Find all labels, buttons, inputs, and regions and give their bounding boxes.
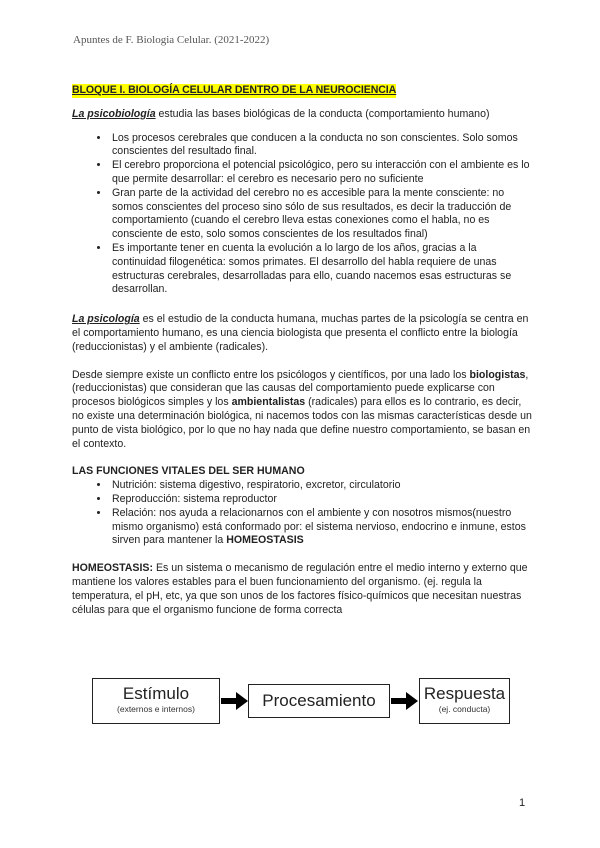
- process-diagram: [92, 678, 512, 726]
- psicobiologia-list: [72, 132, 532, 298]
- homeostasis-text: Es un sistema o mecanismo de regulación entre el medio interno y externo que mantiene los valores estables para el buen funcionamiento del organismo. (ej. regula la temperatura, el pH, etc, ya que son unos de los factores físico-químicos que necesitan nuestras células para que el organismo funcione de forma correcta: [72, 562, 528, 616]
- funciones-title: LAS FUNCIONES VITALES DEL SER HUMANO: [72, 465, 305, 478]
- list-item: • Los procesos cerebrales que conducen a la conducta no son conscientes. Solo somos conscientes del resultado final.: [110, 132, 532, 160]
- conflict-text-2: , (reduccionistas) que consideran que las causas del comportamiento puede explicarse con procesos biológicos simples y los: [72, 368, 529, 409]
- page-number: 1: [519, 797, 526, 809]
- list-item: [110, 507, 532, 548]
- list-item: • El cerebro proporciona el potencial psicológico, pero su interacción con el ambiente es lo que permite desarrollar: el cerebro es necesario pero no suficiente: [110, 159, 532, 187]
- list-item: • Nutrición: sistema digestivo, respiratorio, excretor, circulatorio: [110, 479, 532, 493]
- conflict-text-3: (radicales) para ellos es lo contrario, es decir, no existe una determinación biológica, ni nacemos todos con las mismas características desde un punto de vista biológico, por lo que no hay nada que define nuestro comportamiento, se basan en el contexto.: [72, 396, 532, 450]
- response-box: [419, 678, 510, 724]
- intro-text: estudia las bases biológicas de la conducta (comportamiento humano): [155, 107, 490, 120]
- psicologia-term: La psicología: [72, 313, 140, 326]
- psicologia-paragraph: [72, 313, 532, 354]
- block-heading-row: [72, 84, 532, 98]
- conflict-paragraph: [72, 369, 532, 452]
- block-title: BLOQUE I. BIOLOGÍA CELULAR DENTRO DE LA NEUROCIENCIA: [72, 84, 397, 96]
- processing-box: [248, 684, 390, 718]
- psicologia-text: es el estudio de la conducta humana, muchas partes de la psicología se centra en el comportamiento humano, es una ciencia biologista que presenta el conflicto entre la biología (reduccionistas) y el ambiente (radicales).: [72, 313, 529, 353]
- homeostasis-inline-term: HOMEOSTASIS: [226, 534, 304, 547]
- response-sublabel: (ej. conducta): [438, 704, 491, 714]
- funciones-list: [72, 479, 532, 548]
- response-label: Respuesta: [423, 684, 506, 703]
- ambientalistas-term: ambientalistas: [231, 396, 306, 409]
- homeostasis-label: HOMEOSTASIS:: [72, 562, 154, 575]
- list-item: • Reproducción: sistema reproductor: [110, 493, 532, 507]
- stimulus-box: [92, 678, 220, 724]
- conflict-text-1: Desde siempre existe un conflicto entre los psicólogos y científicos, por una lado los: [72, 368, 470, 381]
- list-item: • Es importante tener en cuenta la evolución a lo largo de los años, gracias a la continuidad filogenética: somos primates. El desarrollo del habla requiere de unas estructuras cerebrales, desarrolladas para ello, cuando nacemos esas estructuras se desarrollan.: [110, 242, 532, 297]
- homeostasis-paragraph: [72, 562, 532, 617]
- page-content: [72, 84, 532, 617]
- stimulus-sublabel: (externos e internos): [117, 704, 195, 714]
- intro-term: La psicobiología: [72, 107, 156, 120]
- arrow-right-icon: [391, 692, 418, 710]
- intro-paragraph: [72, 108, 532, 122]
- processing-label: Procesamiento: [262, 691, 376, 710]
- running-header: Apuntes de F. Biologia Celular. (2021-2022): [73, 34, 270, 46]
- relacion-text: Relación: nos ayuda a relacionarnos con el ambiente y con nosotros mismos(nuestro mismo organismo) está conformado por: el sistema nervioso, endocrino e inmune, estos sirven para mantener la: [112, 506, 526, 547]
- arrow-right-icon: [221, 692, 248, 710]
- list-item: • Gran parte de la actividad del cerebro no es accesible para la mente consciente: no somos conscientes del proceso sino sólo de sus resultados, es decir la traducción de comportamiento (cuando el cerebro lleva estas conexiones como el habla, no es consciente de esto, solo somos conscientes de los resultados final): [110, 187, 532, 242]
- biologistas-term: biologistas: [469, 368, 526, 381]
- stimulus-label: Estímulo: [122, 684, 190, 703]
